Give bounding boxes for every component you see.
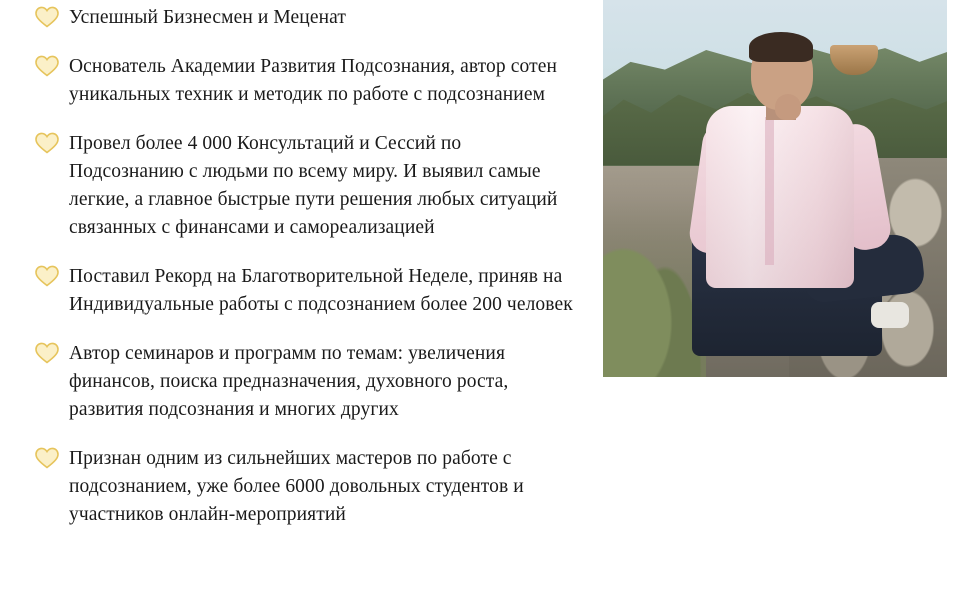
heart-icon [34, 341, 60, 365]
heart-icon [34, 54, 60, 78]
photo-person-shirt-shading [706, 106, 854, 288]
heart-icon [34, 446, 60, 470]
photo-person-sock [871, 302, 909, 328]
list-item [34, 130, 574, 242]
list-item [34, 340, 574, 424]
photo-person [603, 0, 947, 377]
photo-person-shirt-placket [765, 117, 774, 265]
list-item [34, 263, 574, 319]
photo-person-hair [749, 32, 813, 62]
portrait-photo [603, 0, 947, 377]
list-item-text: Автор семинаров и программ по темам: увеличения финансов, поиска предназначения, духовного роста, развития подсознания и многих других [69, 343, 509, 420]
photo-person-hand [775, 94, 801, 120]
list-item-text: Основатель Академии Развития Подсознания, автор сотен уникальных техник и методик по работе с подсознанием [69, 56, 557, 105]
list-item-text: Провел более 4 000 Консультаций и Сессий по Подсознанию с людьми по всему миру. И выявил самые легкие, а главное быстрые пути решения любых ситуаций связанных с финансами и самореализацией [69, 133, 558, 238]
list-item [34, 4, 574, 32]
list-item [34, 53, 574, 109]
list-item-text: Успешный Бизнесмен и Меценат [69, 7, 346, 28]
heart-icon [34, 131, 60, 155]
list-item-text: Признан одним из сильнейших мастеров по работе с подсознанием, уже более 6000 довольных студентов и участников онлайн-мероприятий [69, 448, 524, 525]
list-item [34, 445, 574, 529]
heart-icon [34, 5, 60, 29]
heart-icon [34, 264, 60, 288]
list-item-text: Поставил Рекорд на Благотворительной Неделе, приняв на Индивидуальные работы с подсознанием более 200 человек [69, 266, 573, 315]
achievements-list [34, 4, 574, 550]
